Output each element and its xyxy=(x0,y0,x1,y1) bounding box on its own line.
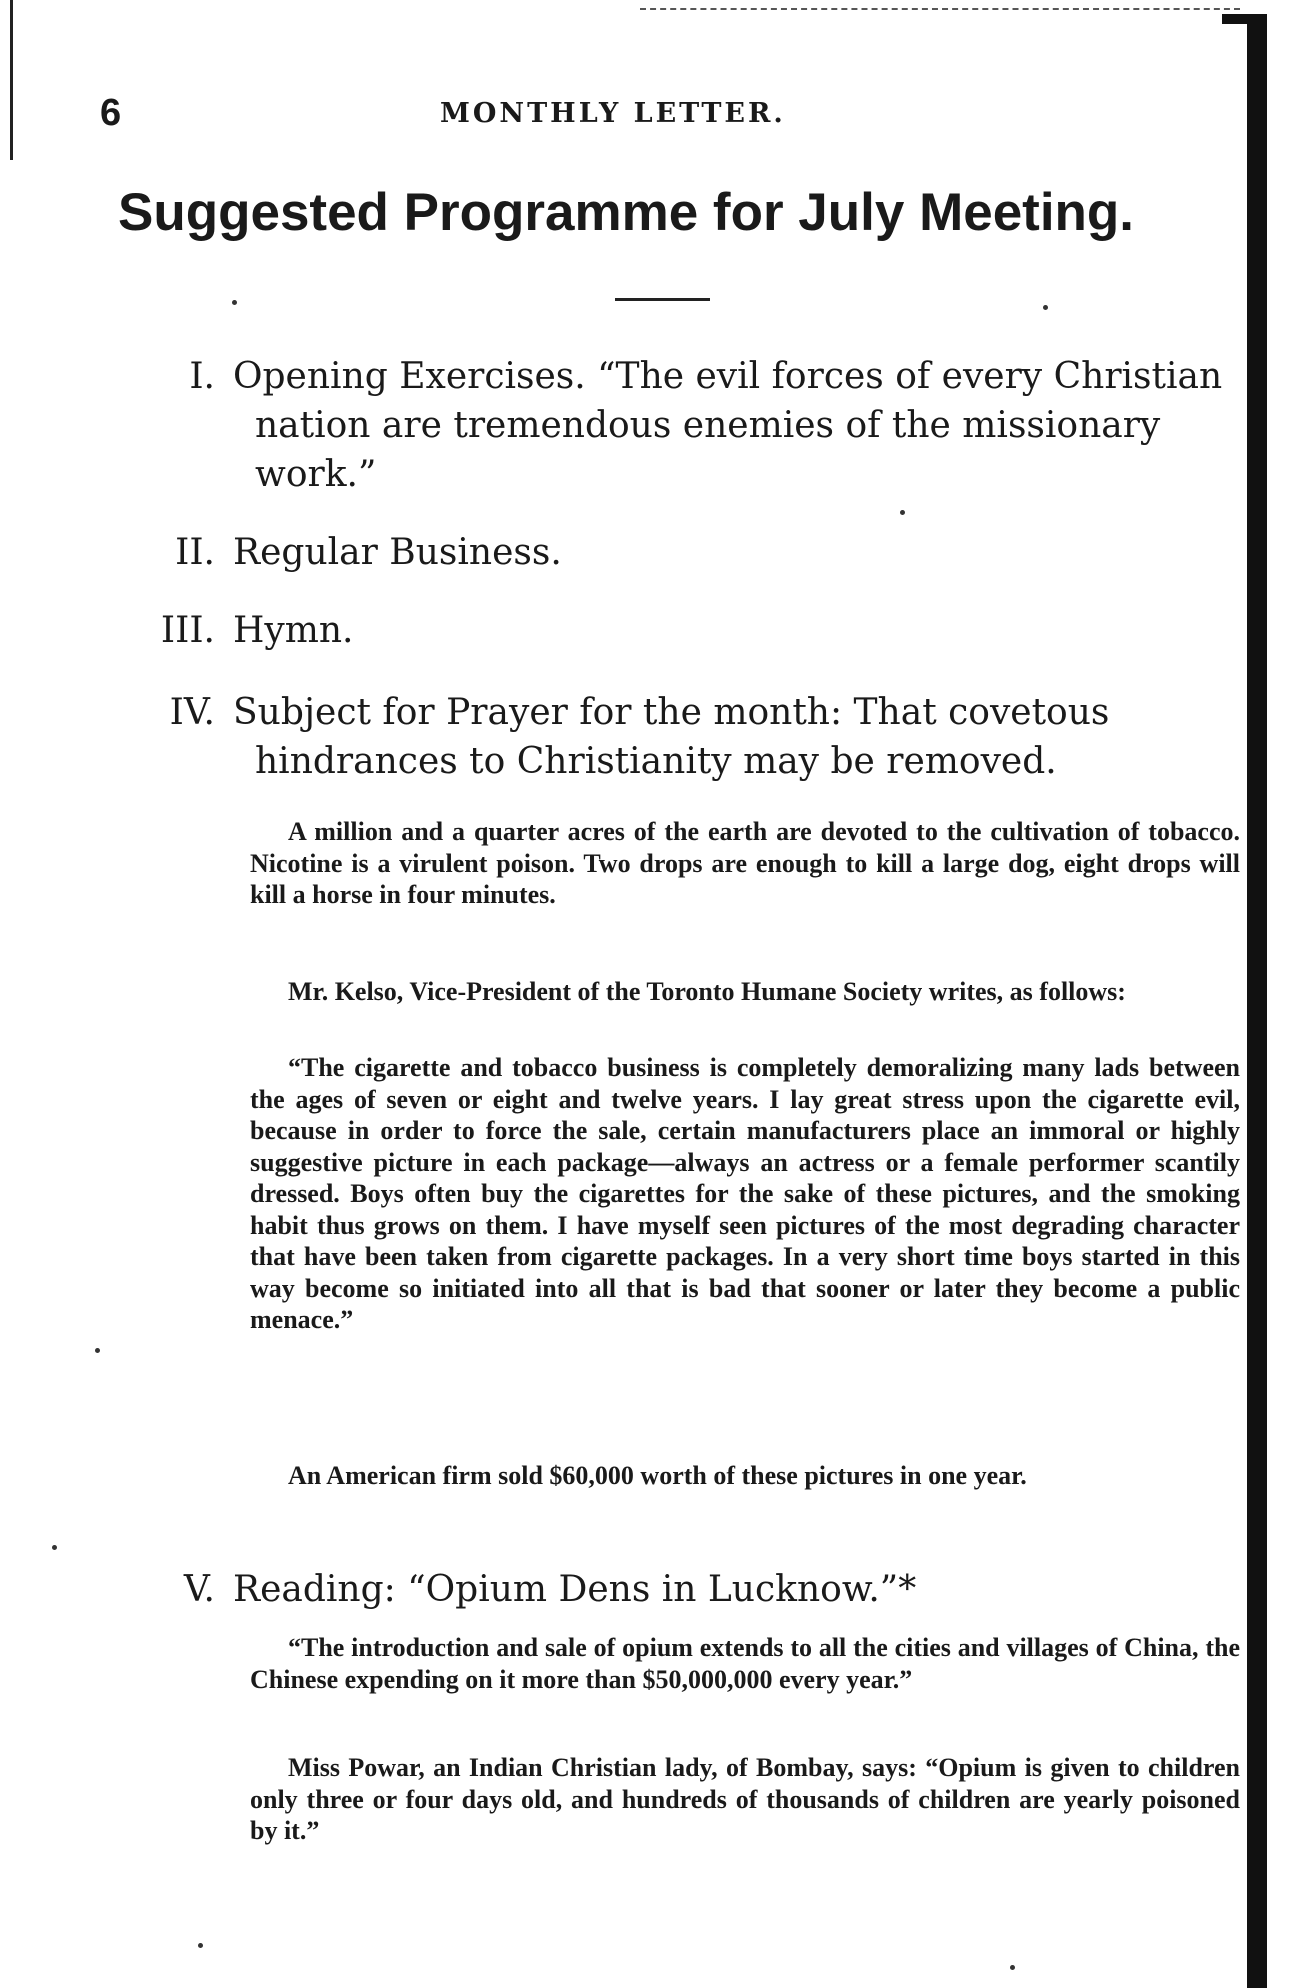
item-text: Reading: “Opium Dens in Lucknow.”* xyxy=(233,1569,917,1610)
programme-item-4 xyxy=(125,688,1235,788)
title-divider xyxy=(615,298,710,301)
page-title: Suggested Programme for July Meeting. xyxy=(118,183,1135,242)
item-numeral: V. xyxy=(183,1569,215,1610)
print-speck xyxy=(232,300,237,305)
programme-item-5 xyxy=(125,1565,1235,1615)
item-text: Subject for Prayer for the month: That covetous hindrances to Christianity may be removed. xyxy=(233,692,1110,782)
item-text: Regular Business. xyxy=(233,532,562,573)
paragraph-opium-china: “The introduction and sale of opium extends to all the cities and villages of China, the Chinese expending on it more than $50,000,000 every year.” xyxy=(250,1633,1240,1694)
paragraph-kelso-intro: Mr. Kelso, Vice-President of the Toronto Humane Society writes, as follows: xyxy=(288,977,1126,1006)
paragraph-kelso-quote: “The cigarette and tobacco business is completely demoralizing many lads between the ages of seven or eight and twelve years. I lay great stress upon the cigarette evil, because in order to force the sale, certain manufacturers place an immoral or highly suggestive picture in each package—always an actress or a female performer scantily dressed. Boys often buy the cigarettes for the sake of these pictures, and the smoking habit thus grows on them. I have myself seen pictures of the most degrading character that have been taken from cigarette packages. In a very short time boys started in this way become so initiated into all that is bad that sooner or later they become a public menace.” xyxy=(250,1053,1240,1334)
print-speck xyxy=(198,1943,203,1948)
item-text: Hymn. xyxy=(233,610,354,651)
top-dashed-line xyxy=(640,8,1240,10)
programme-item-2 xyxy=(125,528,1235,578)
programme-item-1 xyxy=(125,352,1235,502)
running-head: MONTHLY LETTER. xyxy=(440,98,786,129)
item-numeral: IV. xyxy=(169,692,215,733)
programme-item-3 xyxy=(125,606,1235,656)
print-speck xyxy=(95,1348,100,1353)
paragraph-miss-powar: Miss Powar, an Indian Christian lady, of Bombay, says: “Opium is given to children only three or four days old, and hundreds of thousands of children are yearly poisoned by it.” xyxy=(250,1753,1240,1845)
page-number: 6 xyxy=(100,92,122,134)
item-numeral: I. xyxy=(189,356,215,397)
left-margin-rule xyxy=(10,0,13,160)
print-speck xyxy=(1010,1965,1015,1970)
print-speck xyxy=(1043,305,1048,310)
print-speck xyxy=(900,510,905,515)
paragraph-tobacco-acreage: A million and a quarter acres of the earth are devoted to the cultivation of tobacco. Nicotine is a virulent poison. Two drops are enough to kill a large dog, eight drops will kill a horse in four minutes. xyxy=(250,817,1240,909)
print-speck xyxy=(52,1545,57,1550)
item-text: Opening Exercises. “The evil forces of every Christian nation are tremendous enemies of the missionary work.” xyxy=(233,356,1223,495)
item-numeral: III. xyxy=(160,610,215,651)
item-numeral: II. xyxy=(175,532,215,573)
paragraph-american-firm: An American firm sold $60,000 worth of these pictures in one year. xyxy=(288,1461,1027,1490)
binding-edge xyxy=(1247,14,1267,1988)
